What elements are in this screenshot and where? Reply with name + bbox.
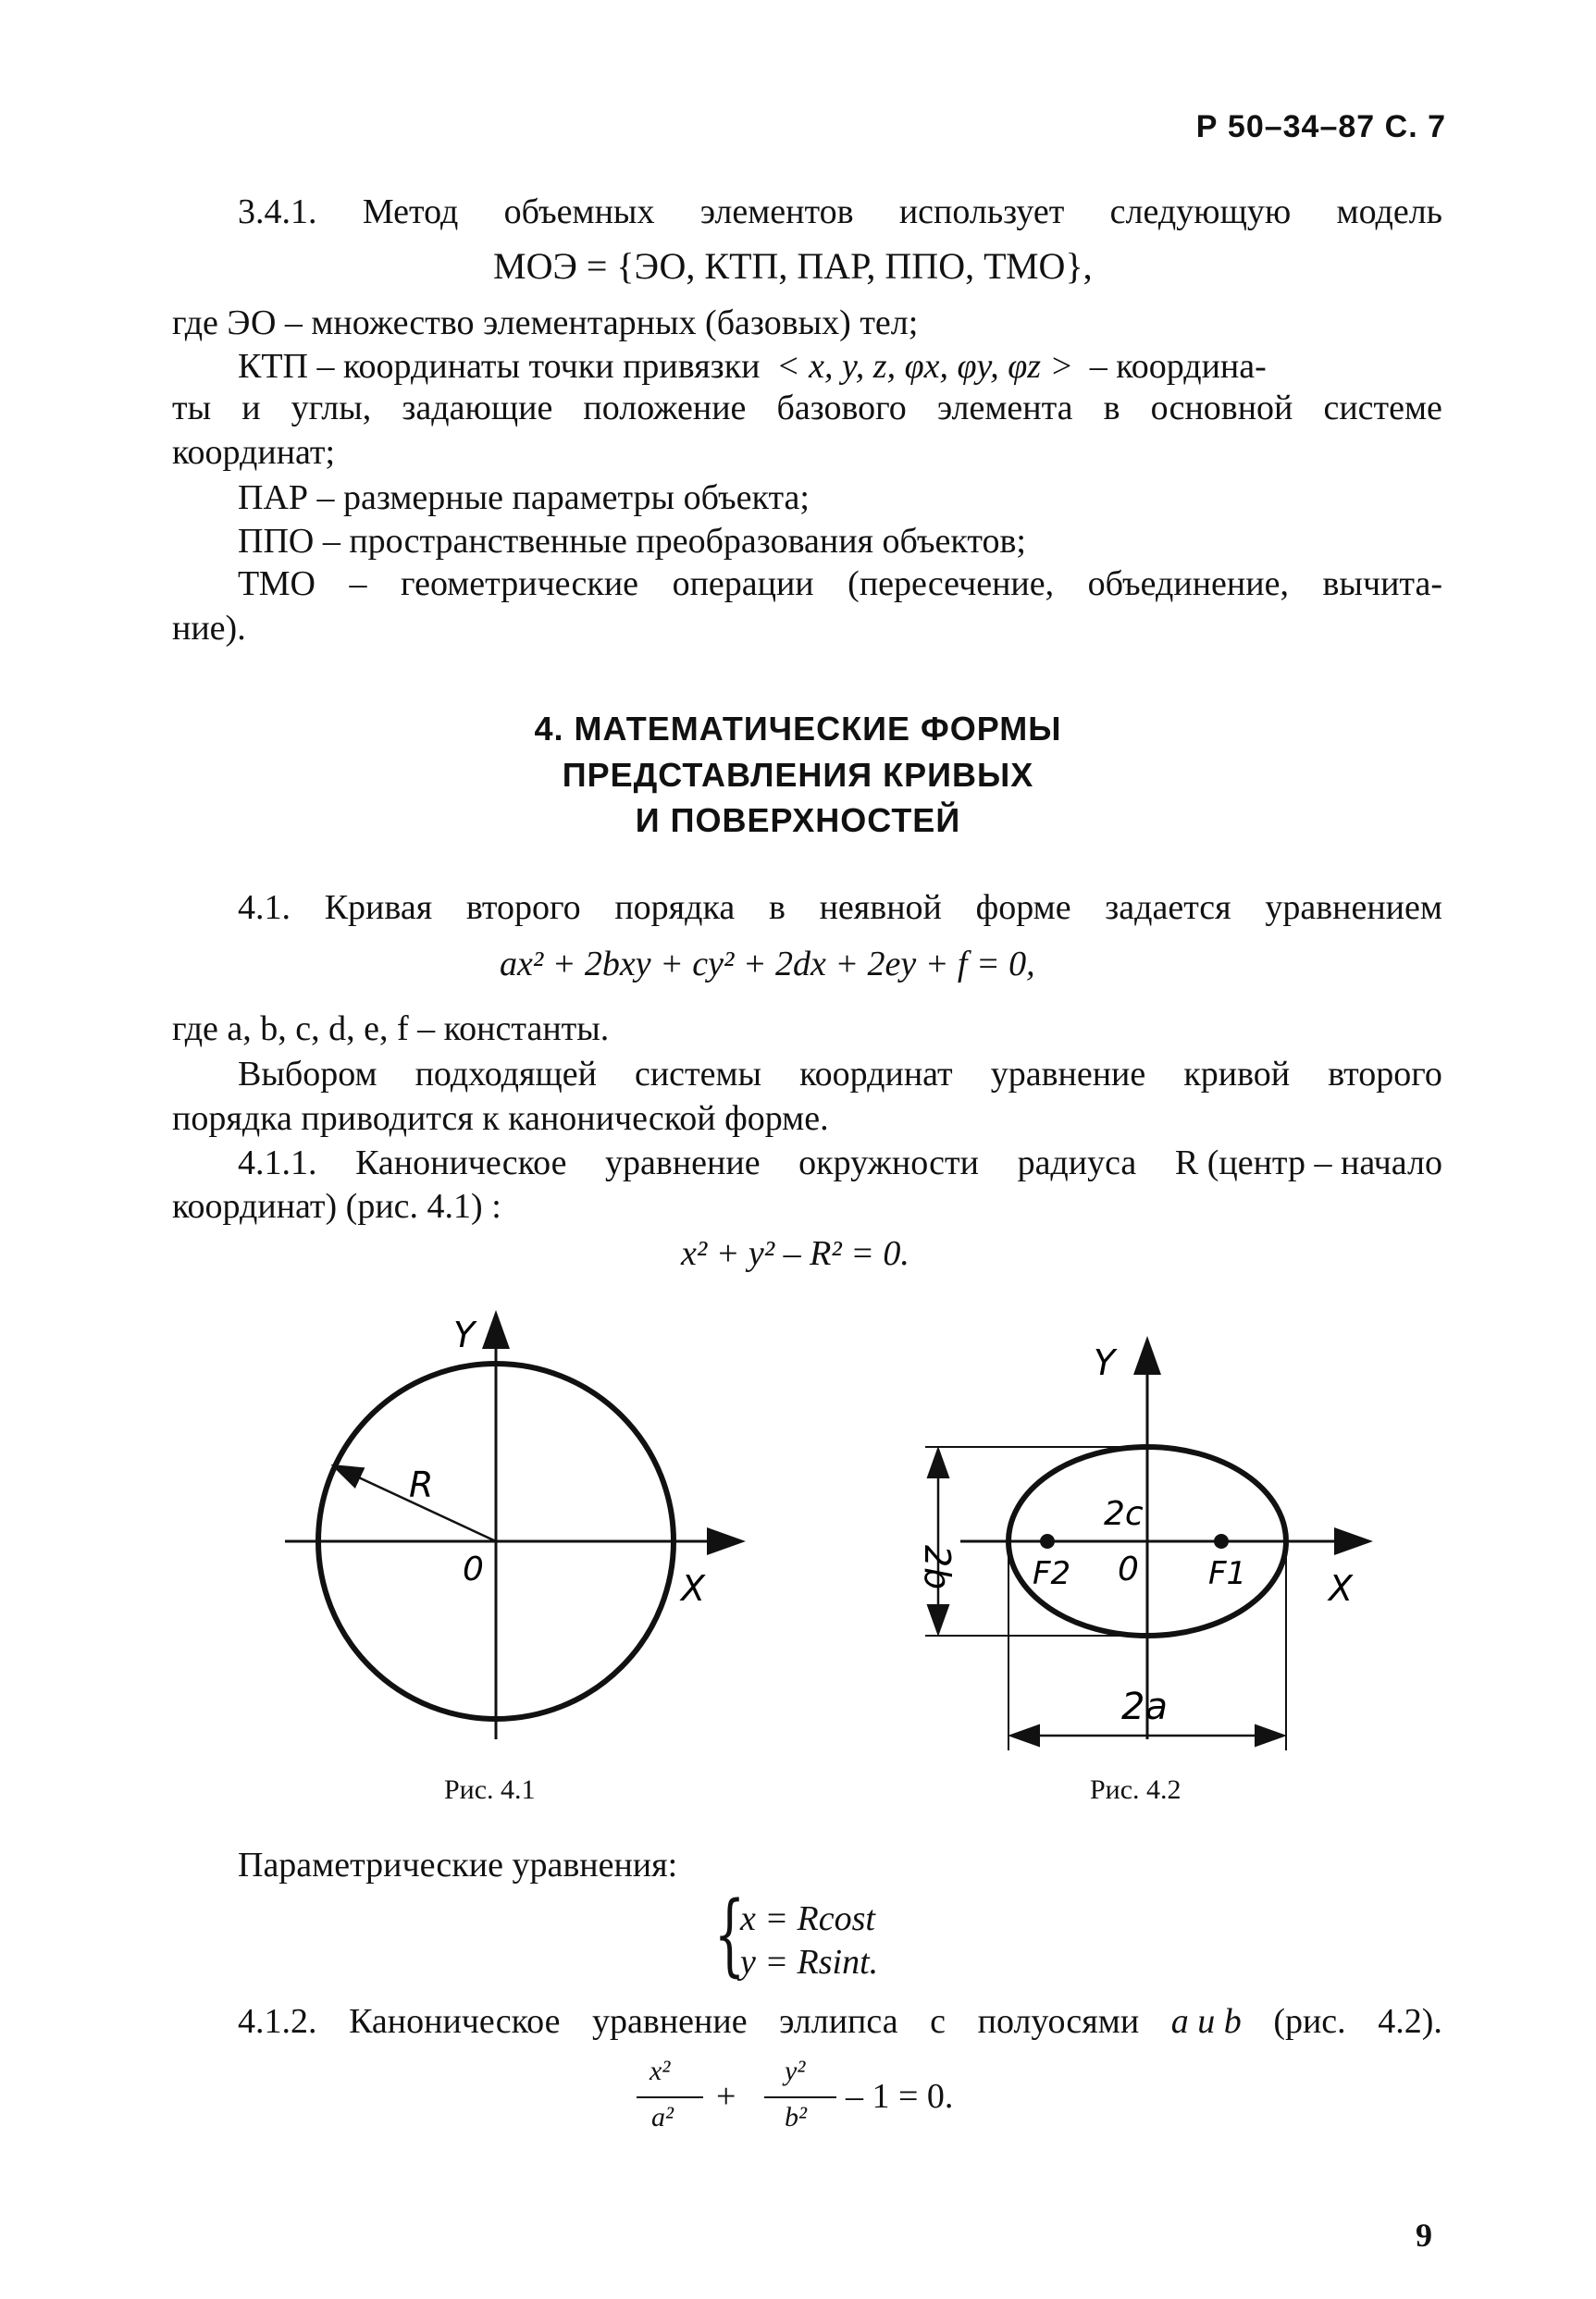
eo-definition: где ЭО – множество элементарных (базовых) тел;	[172, 303, 919, 342]
y-axis-label: Y	[453, 1315, 476, 1355]
label-2b: 2b	[917, 1545, 958, 1590]
fraction-1-denominator: a²	[651, 2102, 674, 2132]
figure-4-2-ellipse	[879, 1323, 1379, 1767]
sec411-line1: 4.1.1. Каноническое уравнение окружности радиуса R (центр – начало	[238, 1143, 1442, 1182]
fraction-2-denominator: b²	[785, 2102, 807, 2132]
moe-formula: МОЭ = {ЭО, КТП, ПАР, ППО, ТМО},	[493, 245, 1093, 287]
section-heading-line2: ПРЕДСТАВЛЕНИЯ КРИВЫХ	[562, 756, 1034, 794]
document-code: Р 50–34–87 С. 7	[1195, 109, 1446, 144]
figure-4-1-caption: Рис. 4.1	[444, 1774, 536, 1805]
sec341-line1: 3.4.1. Метод объемных элементов использует следующую модель	[238, 192, 1442, 231]
tmo-definition-line1: ТМО – геометрические операции (пересечение, объединение, вычита-	[238, 564, 1442, 603]
second-order-curve-equation: ax² + 2bxy + cy² + 2dx + 2ey + f = 0,	[500, 945, 1035, 983]
parametric-eq-x: x = Rcost	[740, 1899, 875, 1938]
sec412-line1: 4.1.2. Каноническое уравнение эллипса с полуосями a и b (рис. 4.2).	[238, 2002, 1442, 2041]
ktp-definition-line1: КТП – координаты точки привязки < x, y, z, φx, φy, φz > – координа-	[238, 347, 1267, 386]
canonical-para-line2: порядка приводится к канонической форме.	[172, 1099, 829, 1138]
parametric-eq-y: y = Rsint.	[740, 1943, 879, 1982]
canonical-para-line1: Выбором подходящей системы координат уравнение кривой второго	[238, 1055, 1442, 1094]
section-heading-line3: И ПОВЕРХНОСТЕЙ	[635, 801, 961, 839]
x-axis-label: X	[681, 1568, 706, 1609]
ktp-definition-line2: ты и углы, задающие положение базового элемента в основной системе	[172, 389, 1442, 427]
y-axis-label: Y	[1094, 1342, 1116, 1383]
sec411-line2: координат) (рис. 4.1) :	[172, 1187, 501, 1226]
origin-label: 0	[1118, 1551, 1139, 1588]
page-number: 9	[1416, 2217, 1432, 2254]
radius-label: R	[409, 1465, 434, 1505]
focus-f1-label: F1	[1208, 1555, 1247, 1592]
origin-label: 0	[463, 1551, 484, 1588]
tmo-definition-line2: ние).	[172, 609, 246, 648]
circle-equation: x² + y² – R² = 0.	[681, 1234, 909, 1273]
equation-tail: – 1 = 0.	[846, 2077, 954, 2116]
plus-sign: +	[716, 2077, 736, 2116]
figure-4-2-caption: Рис. 4.2	[1090, 1774, 1182, 1805]
label-2c: 2c	[1104, 1495, 1144, 1533]
par-definition: ПАР – размерные параметры объекта;	[238, 478, 810, 517]
focus-f2-label: F2	[1033, 1555, 1071, 1592]
parametric-brace: {	[713, 1883, 746, 1986]
ppo-definition: ППО – пространственные преобразования объектов;	[238, 522, 1026, 561]
figure-4-1-circle	[268, 1295, 749, 1776]
x-axis-label: X	[1329, 1568, 1354, 1609]
fraction-2-numerator: y²	[785, 2056, 806, 2086]
parametric-title: Параметрические уравнения:	[238, 1846, 678, 1885]
fraction-1-numerator: x²	[650, 2056, 671, 2086]
section-heading-line1: 4. МАТЕМАТИЧЕСКИЕ ФОРМЫ	[534, 710, 1062, 748]
label-2a: 2a	[1121, 1686, 1168, 1728]
constants-line: где a, b, c, d, e, f – константы.	[172, 1009, 610, 1048]
focus-f1-point	[1214, 1534, 1229, 1549]
focus-f2-point	[1040, 1534, 1055, 1549]
ktp-definition-line3: координат;	[172, 433, 336, 472]
fraction-2-bar	[764, 2096, 836, 2098]
ellipse-equation	[629, 2056, 1036, 2157]
fraction-1-bar	[637, 2096, 703, 2098]
sec41-line1: 4.1. Кривая второго порядка в неявной форме задается уравнением	[238, 888, 1442, 927]
